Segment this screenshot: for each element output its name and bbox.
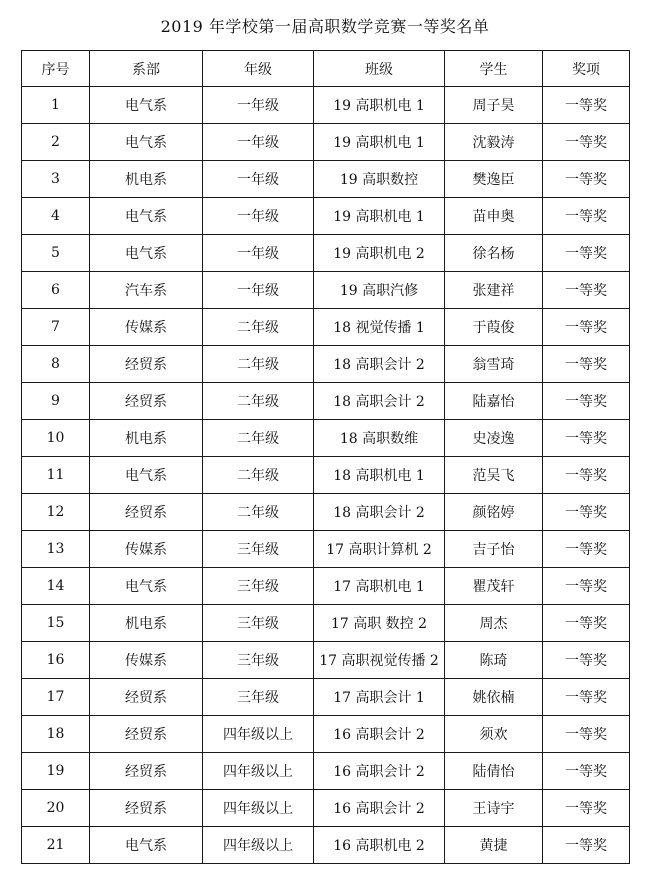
cell-award: 一等奖 (543, 383, 630, 420)
award-table (21, 50, 630, 864)
header-department: 系部 (90, 51, 203, 87)
cell-department: 汽车系 (90, 272, 203, 309)
cell-student: 沈毅涛 (445, 124, 543, 161)
table-row (22, 383, 630, 420)
cell-index: 3 (22, 161, 90, 198)
cell-grade: 三年级 (203, 531, 314, 568)
cell-student: 陈琦 (445, 642, 543, 679)
cell-award: 一等奖 (543, 494, 630, 531)
cell-class: 19 高职机电 1 (314, 124, 445, 161)
cell-department: 经贸系 (90, 679, 203, 716)
cell-department: 电气系 (90, 568, 203, 605)
cell-class: 17 高职会计 1 (314, 679, 445, 716)
cell-index: 16 (22, 642, 90, 679)
cell-student: 瞿茂轩 (445, 568, 543, 605)
cell-award: 一等奖 (543, 827, 630, 864)
cell-grade: 一年级 (203, 87, 314, 124)
cell-student: 陆嘉怡 (445, 383, 543, 420)
header-student: 学生 (445, 51, 543, 87)
cell-student: 苗申奥 (445, 198, 543, 235)
cell-class: 17 高职机电 1 (314, 568, 445, 605)
table-row (22, 531, 630, 568)
cell-award: 一等奖 (543, 346, 630, 383)
cell-index: 7 (22, 309, 90, 346)
cell-department: 电气系 (90, 87, 203, 124)
cell-award: 一等奖 (543, 161, 630, 198)
cell-student: 黄捷 (445, 827, 543, 864)
header-grade: 年级 (203, 51, 314, 87)
cell-student: 姚依楠 (445, 679, 543, 716)
cell-department: 经贸系 (90, 383, 203, 420)
cell-grade: 四年级以上 (203, 716, 314, 753)
cell-grade: 二年级 (203, 309, 314, 346)
table-row (22, 309, 630, 346)
cell-index: 21 (22, 827, 90, 864)
cell-index: 18 (22, 716, 90, 753)
cell-class: 19 高职汽修 (314, 272, 445, 309)
cell-class: 19 高职机电 1 (314, 198, 445, 235)
table-row (22, 235, 630, 272)
cell-index: 10 (22, 420, 90, 457)
cell-student: 周杰 (445, 605, 543, 642)
cell-index: 8 (22, 346, 90, 383)
header-index: 序号 (22, 51, 90, 87)
cell-award: 一等奖 (543, 716, 630, 753)
cell-award: 一等奖 (543, 87, 630, 124)
cell-award: 一等奖 (543, 309, 630, 346)
cell-grade: 一年级 (203, 235, 314, 272)
cell-student: 张建祥 (445, 272, 543, 309)
cell-department: 电气系 (90, 124, 203, 161)
table-row (22, 790, 630, 827)
document-title: 2019 年学校第一届高职数学竞赛一等奖名单 (160, 17, 490, 36)
cell-index: 15 (22, 605, 90, 642)
cell-department: 经贸系 (90, 716, 203, 753)
cell-class: 17 高职计算机 2 (314, 531, 445, 568)
cell-grade: 二年级 (203, 420, 314, 457)
cell-class: 17 高职 数控 2 (314, 605, 445, 642)
cell-department: 机电系 (90, 420, 203, 457)
cell-award: 一等奖 (543, 753, 630, 790)
cell-class: 17 高职视觉传播 2 (314, 642, 445, 679)
cell-index: 20 (22, 790, 90, 827)
cell-department: 传媒系 (90, 309, 203, 346)
cell-award: 一等奖 (543, 642, 630, 679)
cell-department: 经贸系 (90, 346, 203, 383)
cell-grade: 一年级 (203, 124, 314, 161)
cell-index: 9 (22, 383, 90, 420)
cell-department: 电气系 (90, 235, 203, 272)
table-row (22, 642, 630, 679)
cell-grade: 三年级 (203, 605, 314, 642)
table-row (22, 346, 630, 383)
cell-class: 18 视觉传播 1 (314, 309, 445, 346)
cell-award: 一等奖 (543, 679, 630, 716)
cell-class: 16 高职会计 2 (314, 753, 445, 790)
table-body (22, 87, 630, 864)
cell-award: 一等奖 (543, 272, 630, 309)
cell-index: 13 (22, 531, 90, 568)
table-row (22, 605, 630, 642)
cell-index: 12 (22, 494, 90, 531)
cell-grade: 三年级 (203, 568, 314, 605)
cell-class: 16 高职会计 2 (314, 716, 445, 753)
cell-student: 王诗宇 (445, 790, 543, 827)
cell-student: 翁雪琦 (445, 346, 543, 383)
cell-class: 19 高职机电 2 (314, 235, 445, 272)
cell-student: 史凌逸 (445, 420, 543, 457)
cell-department: 经贸系 (90, 753, 203, 790)
cell-department: 传媒系 (90, 531, 203, 568)
cell-grade: 二年级 (203, 346, 314, 383)
cell-grade: 四年级以上 (203, 753, 314, 790)
cell-grade: 三年级 (203, 642, 314, 679)
table-row (22, 420, 630, 457)
cell-grade: 四年级以上 (203, 827, 314, 864)
cell-grade: 二年级 (203, 457, 314, 494)
cell-class: 18 高职会计 2 (314, 383, 445, 420)
table-row (22, 827, 630, 864)
cell-student: 吉子怡 (445, 531, 543, 568)
cell-index: 5 (22, 235, 90, 272)
cell-grade: 一年级 (203, 272, 314, 309)
table-row (22, 568, 630, 605)
cell-grade: 二年级 (203, 494, 314, 531)
cell-award: 一等奖 (543, 568, 630, 605)
cell-class: 19 高职机电 1 (314, 87, 445, 124)
cell-award: 一等奖 (543, 420, 630, 457)
table-row (22, 124, 630, 161)
cell-index: 4 (22, 198, 90, 235)
cell-award: 一等奖 (543, 531, 630, 568)
cell-class: 19 高职数控 (314, 161, 445, 198)
cell-class: 18 高职数维 (314, 420, 445, 457)
cell-award: 一等奖 (543, 235, 630, 272)
cell-class: 18 高职会计 2 (314, 494, 445, 531)
cell-grade: 二年级 (203, 383, 314, 420)
table-row (22, 272, 630, 309)
cell-index: 11 (22, 457, 90, 494)
cell-grade: 一年级 (203, 198, 314, 235)
cell-index: 19 (22, 753, 90, 790)
table-row (22, 87, 630, 124)
table-header-row (22, 51, 630, 87)
table-row (22, 161, 630, 198)
cell-student: 徐名杨 (445, 235, 543, 272)
cell-student: 周子昊 (445, 87, 543, 124)
cell-award: 一等奖 (543, 124, 630, 161)
cell-student: 陆倩怡 (445, 753, 543, 790)
table-row (22, 753, 630, 790)
table-row (22, 457, 630, 494)
cell-department: 电气系 (90, 457, 203, 494)
cell-index: 14 (22, 568, 90, 605)
cell-department: 传媒系 (90, 642, 203, 679)
cell-award: 一等奖 (543, 457, 630, 494)
cell-index: 1 (22, 87, 90, 124)
table-row (22, 679, 630, 716)
cell-index: 17 (22, 679, 90, 716)
table-row (22, 494, 630, 531)
table-row (22, 716, 630, 753)
cell-class: 18 高职会计 2 (314, 346, 445, 383)
cell-student: 于葭俊 (445, 309, 543, 346)
cell-award: 一等奖 (543, 605, 630, 642)
cell-department: 机电系 (90, 161, 203, 198)
cell-award: 一等奖 (543, 790, 630, 827)
table-row (22, 198, 630, 235)
header-award: 奖项 (543, 51, 630, 87)
cell-student: 范吴飞 (445, 457, 543, 494)
cell-index: 6 (22, 272, 90, 309)
header-class: 班级 (314, 51, 445, 87)
cell-department: 电气系 (90, 198, 203, 235)
cell-department: 经贸系 (90, 790, 203, 827)
cell-student: 须欢 (445, 716, 543, 753)
cell-class: 16 高职会计 2 (314, 790, 445, 827)
cell-class: 18 高职机电 1 (314, 457, 445, 494)
cell-department: 机电系 (90, 605, 203, 642)
cell-grade: 一年级 (203, 161, 314, 198)
cell-student: 颜铭婷 (445, 494, 543, 531)
cell-award: 一等奖 (543, 198, 630, 235)
cell-department: 电气系 (90, 827, 203, 864)
cell-grade: 四年级以上 (203, 790, 314, 827)
cell-class: 16 高职机电 2 (314, 827, 445, 864)
cell-student: 樊逸臣 (445, 161, 543, 198)
cell-grade: 三年级 (203, 679, 314, 716)
cell-index: 2 (22, 124, 90, 161)
cell-department: 经贸系 (90, 494, 203, 531)
